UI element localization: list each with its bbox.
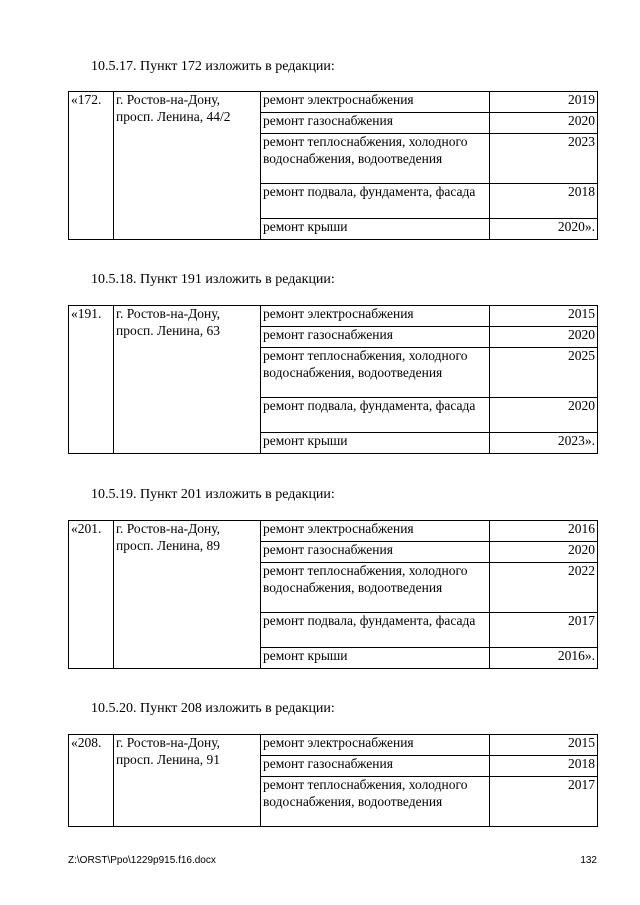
work-year: 2023».: [490, 433, 598, 454]
work-year: 2017: [490, 613, 598, 648]
work-type: ремонт электроснабжения: [261, 521, 490, 542]
footer-page-number: 132: [580, 855, 597, 866]
work-year: 2016: [490, 521, 598, 542]
work-year: 2017: [490, 777, 598, 827]
work-year: 2023: [490, 134, 598, 184]
item-address: г. Ростов-на-Дону, просп. Ленина, 91: [114, 735, 261, 827]
work-year: 2020: [490, 327, 598, 348]
work-year: 2020: [490, 398, 598, 433]
work-type: ремонт электроснабжения: [261, 92, 490, 113]
work-type: ремонт теплоснабжения, холодного водоснабжения, водоотведения: [261, 134, 490, 184]
amendment-table: [68, 520, 598, 669]
work-year: 2020».: [490, 219, 598, 240]
work-type: ремонт крыши: [261, 219, 490, 240]
work-type: ремонт теплоснабжения, холодного водоснабжения, водоотведения: [261, 777, 490, 827]
item-address: г. Ростов-на-Дону, просп. Ленина, 89: [114, 521, 261, 669]
section-heading: 10.5.18. Пункт 191 изложить в редакции:: [91, 272, 335, 287]
table-row: [69, 735, 598, 756]
item-address: г. Ростов-на-Дону, просп. Ленина, 44/2: [114, 92, 261, 240]
footer-file-path: Z:\ORST\Ppo\1229p915.f16.docx: [68, 855, 216, 866]
work-type: ремонт крыши: [261, 433, 490, 454]
amendment-table: [68, 305, 598, 454]
work-year: 2015: [490, 306, 598, 327]
work-type: ремонт электроснабжения: [261, 735, 490, 756]
table-row: [69, 92, 598, 113]
item-number: «208.: [69, 735, 114, 827]
item-number: «191.: [69, 306, 114, 454]
work-year: 2018: [490, 756, 598, 777]
section-heading: 10.5.19. Пункт 201 изложить в редакции:: [91, 487, 335, 502]
amendment-table: [68, 91, 598, 240]
work-type: ремонт подвала, фундамента, фасада: [261, 613, 490, 648]
work-type: ремонт подвала, фундамента, фасада: [261, 184, 490, 219]
work-type: ремонт электроснабжения: [261, 306, 490, 327]
work-year: 2022: [490, 563, 598, 613]
work-type: ремонт теплоснабжения, холодного водоснабжения, водоотведения: [261, 348, 490, 398]
amendment-table: [68, 734, 598, 827]
section-heading: 10.5.17. Пункт 172 изложить в редакции:: [91, 59, 335, 74]
item-number: «201.: [69, 521, 114, 669]
section-heading: 10.5.20. Пункт 208 изложить в редакции:: [91, 701, 335, 716]
work-year: 2020: [490, 542, 598, 563]
work-type: ремонт теплоснабжения, холодного водоснабжения, водоотведения: [261, 563, 490, 613]
work-year: 2016».: [490, 648, 598, 669]
item-number: «172.: [69, 92, 114, 240]
table-row: [69, 306, 598, 327]
work-year: 2019: [490, 92, 598, 113]
work-type: ремонт крыши: [261, 648, 490, 669]
work-type: ремонт газоснабжения: [261, 113, 490, 134]
table-row: [69, 521, 598, 542]
item-address: г. Ростов-на-Дону, просп. Ленина, 63: [114, 306, 261, 454]
work-year: 2025: [490, 348, 598, 398]
work-type: ремонт газоснабжения: [261, 327, 490, 348]
work-year: 2015: [490, 735, 598, 756]
work-year: 2020: [490, 113, 598, 134]
work-type: ремонт газоснабжения: [261, 756, 490, 777]
work-type: ремонт газоснабжения: [261, 542, 490, 563]
work-type: ремонт подвала, фундамента, фасада: [261, 398, 490, 433]
work-year: 2018: [490, 184, 598, 219]
